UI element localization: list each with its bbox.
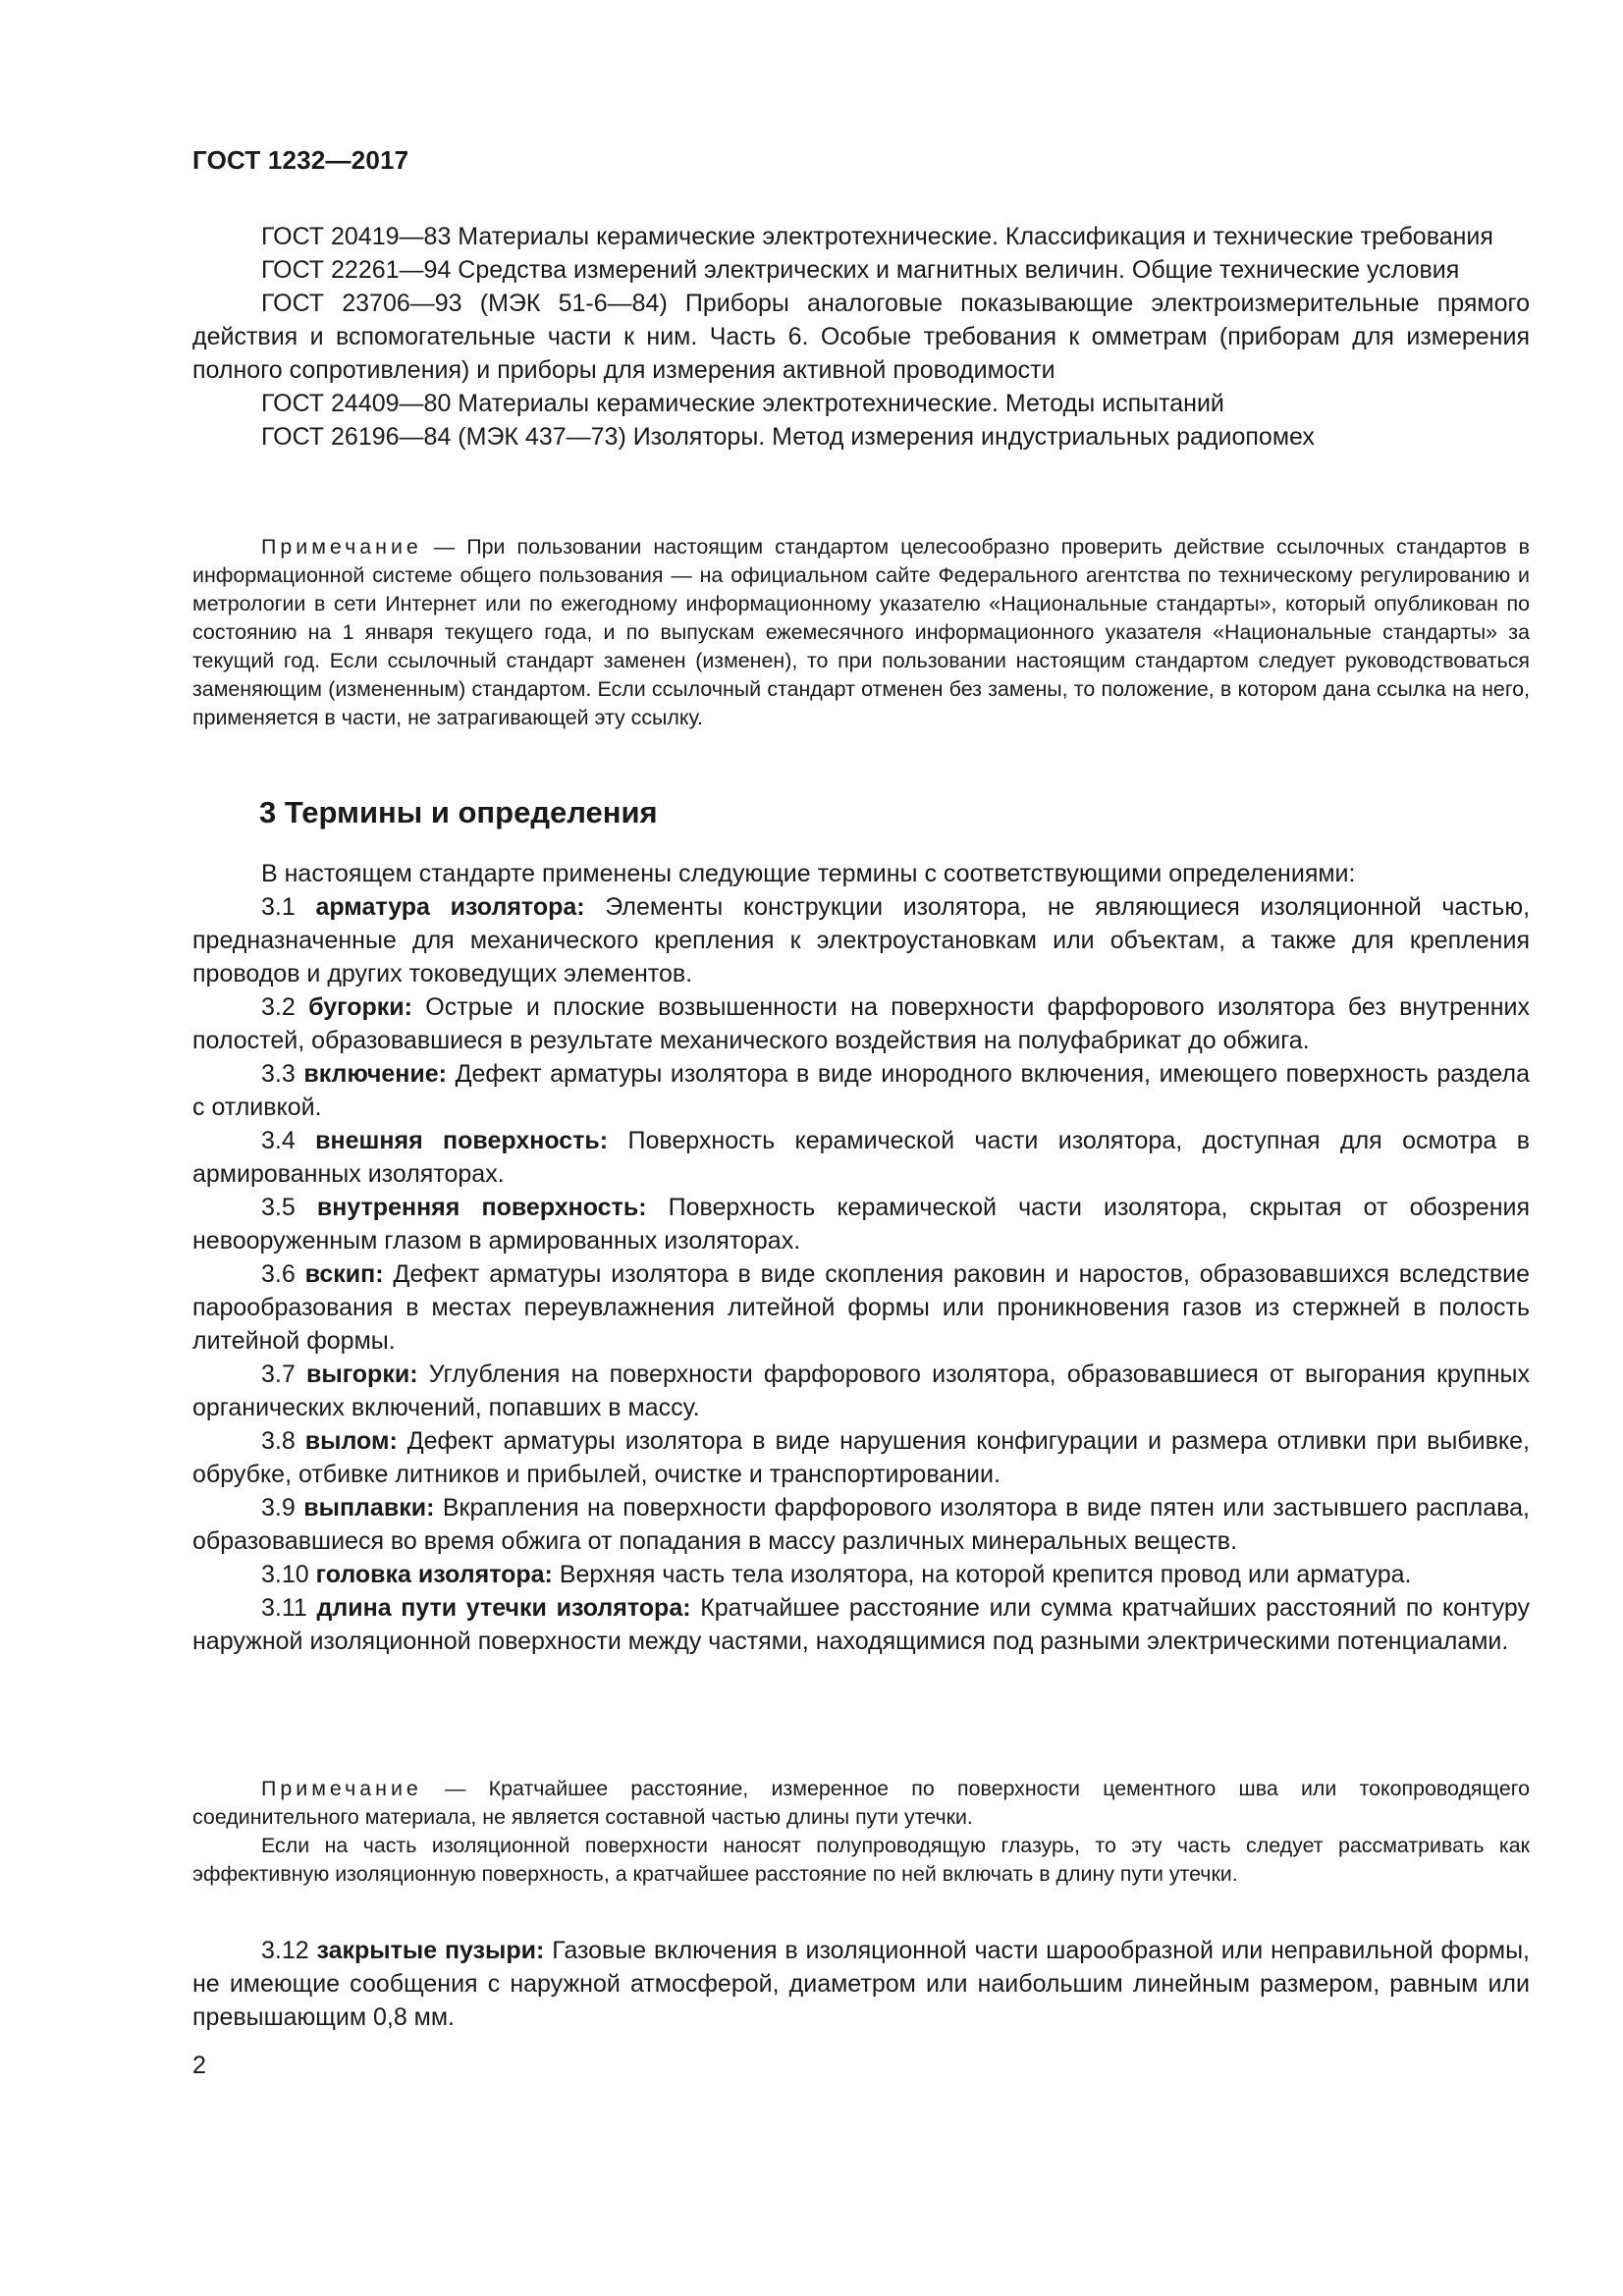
term-name: бугорки: [308, 993, 412, 1021]
reference-item: ГОСТ 20419—83 Материалы керамические электротехнические. Классификация и технические требования [261, 223, 1493, 250]
term-item [192, 1257, 1530, 1358]
note-label: Примечание [261, 1777, 422, 1800]
term-name: закрытые пузыри: [316, 1937, 545, 1964]
references-note [192, 533, 1530, 732]
term-number: 3.4 [261, 1127, 296, 1154]
term-definition: Дефект арматуры изолятора в виде инородного включения, имеющего поверхность раздела с отливкой. [192, 1060, 1530, 1121]
term-definition: Газовые включения в изоляционной части шарообразной или неправильной формы, не имеющие сообщения с наружной атмосферой, диаметром или наибольшим линейным размером, равным или превышающим 0,8 мм. [192, 1937, 1530, 2031]
note-text: — При пользовании настоящим стандартом целесообразно проверить действие ссылочных стандартов в информационной системе общего пользования — на официальном сайте Федерального агентства по техническому регулированию и метрологии в сети Интернет или по ежегодному информационному указателю «Национальные стандарты», который опубликован по состоянию на 1 января текущего года, и по выпускам ежемесячного информационного указателя «Национальные стандарты» за текущий год. Если ссылочный стандарт заменен (изменен), то при пользовании настоящим стандартом следует руководствоваться заменяющим (измененным) стандартом. Если ссылочный стандарт отменен без замены, то положение, в котором дана ссылка на него, применяется в части, не затрагивающей эту ссылку. [192, 535, 1530, 729]
note-label: Примечание [261, 535, 422, 559]
term-item [192, 1934, 1530, 2034]
term-item [192, 990, 1530, 1057]
term-number: 3.6 [261, 1260, 296, 1288]
term-number: 3.3 [261, 1060, 296, 1088]
term-definition: Острые и плоские возвышенности на поверхности фарфорового изолятора без внутренних полостей, образовавшиеся в результате механического воздействия на полуфабрикат до обжига. [192, 993, 1530, 1054]
document-header: ГОСТ 1232—2017 [192, 145, 409, 175]
leakage-path-note [192, 1775, 1530, 1889]
section-title: 3 Термины и определения [259, 795, 658, 829]
normative-references-list [192, 220, 1530, 454]
term-definition: Поверхность керамической части изолятора, доступная для осмотра в армированных изоляторах. [192, 1127, 1530, 1188]
reference-item: ГОСТ 22261—94 Средства измерений электрических и магнитных величин. Общие технические условия [261, 256, 1460, 284]
term-item-3-12 [192, 1934, 1530, 2034]
term-item [192, 1558, 1530, 1591]
note-paragraph [192, 533, 1530, 732]
term-number: 3.2 [261, 993, 296, 1021]
term-item [192, 1358, 1530, 1424]
term-name: выгорки: [305, 1361, 418, 1388]
terms-intro: В настоящем стандарте применены следующие термины с соответствующими определениями: [261, 860, 1356, 887]
term-number: 3.1 [261, 893, 296, 921]
term-name: внешняя поверхность: [315, 1127, 609, 1154]
term-item [192, 1057, 1530, 1124]
term-definition: Верхняя часть тела изолятора, на которой крепится провод или арматура. [552, 1561, 1412, 1588]
term-name: головка изолятора: [315, 1561, 553, 1588]
term-number: 3.7 [261, 1361, 296, 1388]
term-name: длина пути утечки изолятора: [316, 1594, 691, 1622]
term-name: вылом: [304, 1427, 398, 1455]
term-definition: Углубления на поверхности фарфорового изолятора, образовавшиеся от выгорания крупных органических включений, попавших в массу. [192, 1361, 1530, 1421]
reference-item: ГОСТ 23706—93 (МЭК 51-6—84) Приборы аналоговые показывающие электроизмерительные прямого действия и вспомогательные части к ним. Часть 6. Особые требования к омметрам (приборам для измерения полного сопротивления) и приборы для измерения активной проводимости [192, 290, 1530, 384]
term-item [192, 1491, 1530, 1558]
note-paragraph: Если на часть изоляционной поверхности наносят полупроводящую глазурь, то эту часть следует рассматривать как эффективную изоляционную поверхность, а кратчайшее расстояние по ней включать в длину пути утечки. [192, 1834, 1530, 1886]
term-name: вскип: [304, 1260, 384, 1288]
term-definition: Элементы конструкции изолятора, не являющиеся изоляционной частью, предназначенные для механического крепления к электроустановкам или объектам, а также для крепления проводов и других токоведущих элементов. [192, 893, 1531, 988]
reference-item: ГОСТ 26196—84 (МЭК 437—73) Изоляторы. Метод измерения индустриальных радиопомех [261, 423, 1315, 451]
term-definition: Кратчайшее расстояние или сумма кратчайших расстояний по контуру наружной изоляционной поверхности между частями, находящимися под разными электрическими потенциалами. [192, 1594, 1530, 1655]
term-name: выплавки: [303, 1494, 435, 1522]
term-number: 3.8 [261, 1427, 296, 1455]
term-definition: Вкрапления на поверхности фарфорового изолятора в виде пятен или застывшего расплава, образовавшиеся во время обжига от попадания в массу различных минеральных веществ. [192, 1494, 1531, 1555]
term-definition: Дефект арматуры изолятора в виде нарушения конфигурации и размера отливки при выбивке, обрубке, отбивке литников и прибылей, очистке и транспортировании. [192, 1427, 1530, 1488]
term-item [192, 1124, 1530, 1191]
term-item [192, 1591, 1530, 1658]
term-item [192, 890, 1530, 990]
term-number: 3.5 [261, 1194, 296, 1221]
term-definition: Поверхность керамической части изолятора, скрытая от обозрения невооруженным глазом в армированных изоляторах. [192, 1194, 1530, 1255]
term-name: арматура изолятора: [315, 893, 585, 921]
term-name: внутренняя поверхность: [316, 1194, 647, 1221]
term-item [192, 1191, 1530, 1257]
term-name: включение: [303, 1060, 447, 1088]
note-text: — Кратчайшее расстояние, измеренное по поверхности цементного шва или токопроводящего соединительного материала, не является составной частью длины пути утечки. [192, 1777, 1530, 1829]
term-definition: Дефект арматуры изолятора в виде скопления раковин и наростов, образовавшихся вследствие парообразования в местах переувлажнения литейной формы или проникновения газов из стержней в полость литейной формы. [192, 1260, 1530, 1355]
note-paragraph [192, 1775, 1530, 1832]
terms-list [192, 857, 1530, 1658]
page-number: 2 [192, 2052, 206, 2079]
term-number: 3.11 [261, 1594, 307, 1622]
term-number: 3.10 [261, 1561, 309, 1588]
term-number: 3.9 [261, 1494, 296, 1522]
reference-item: ГОСТ 24409—80 Материалы керамические электротехнические. Методы испытаний [261, 390, 1224, 417]
term-number: 3.12 [261, 1937, 309, 1964]
term-item [192, 1424, 1530, 1491]
